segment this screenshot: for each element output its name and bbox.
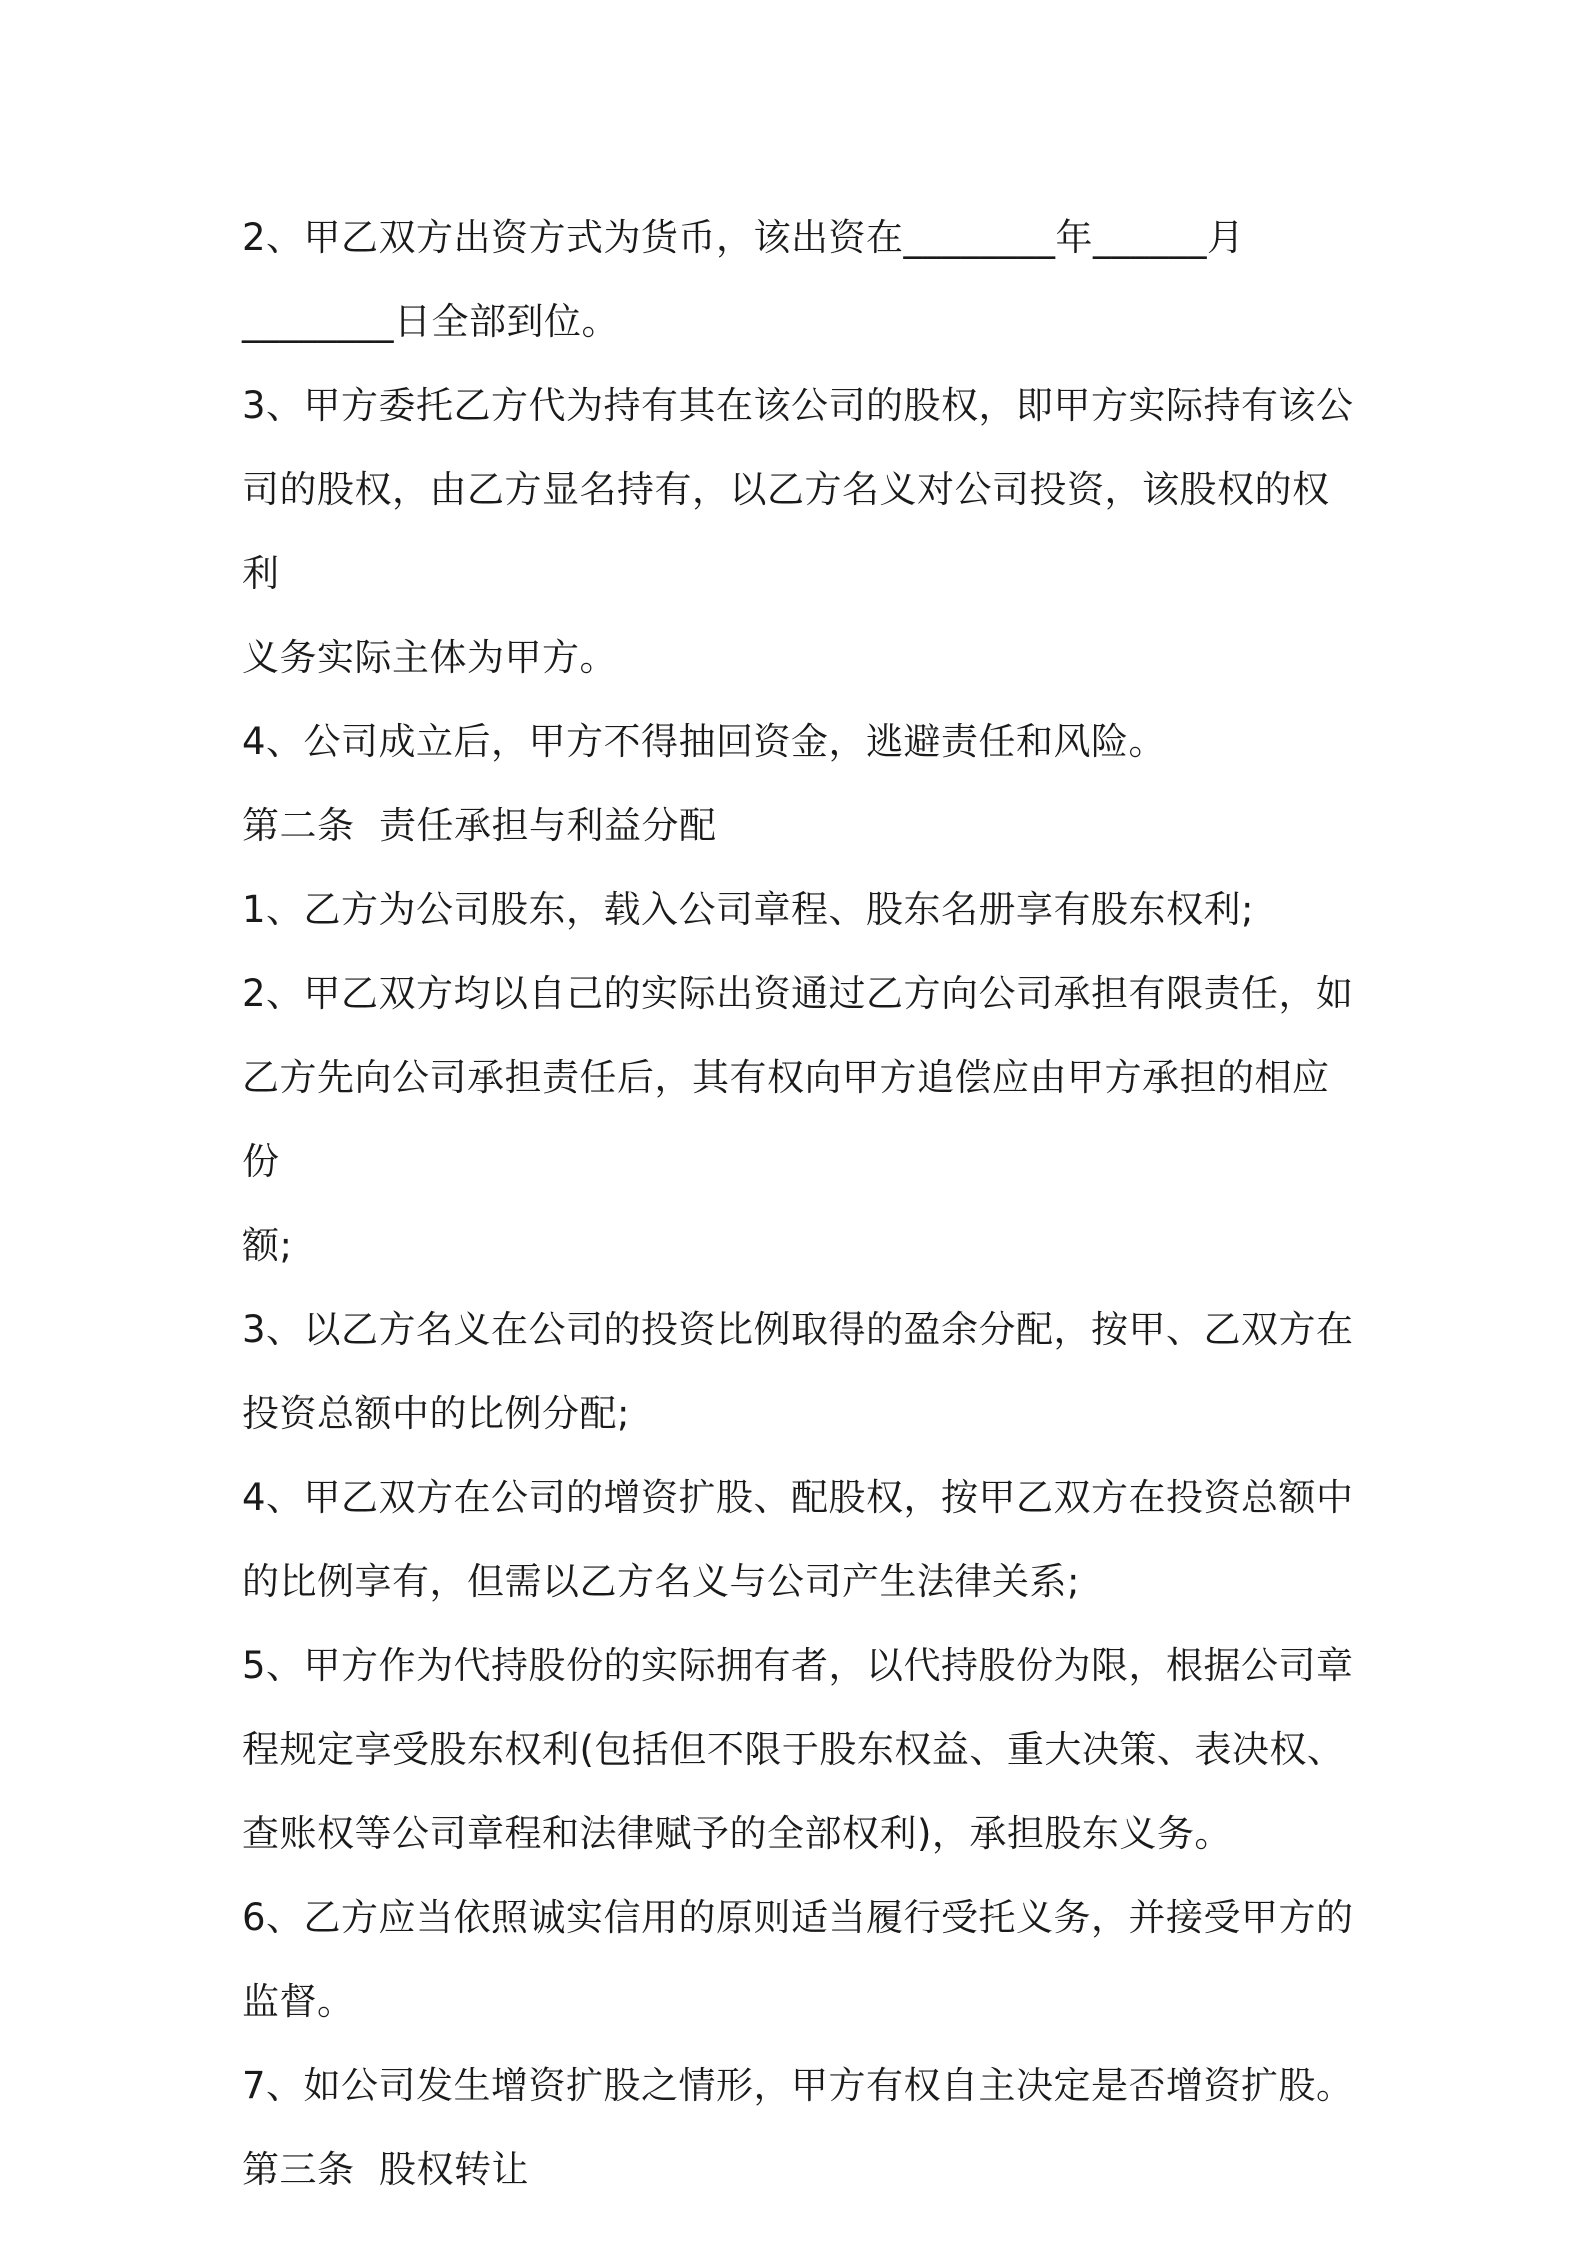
text-line-17: 程规定享受股东权利(包括但不限于股东权益、重大决策、表决权、 bbox=[242, 1728, 1345, 1771]
text-line-8: 1、乙方为公司股东，载入公司章程、股东名册享有股东权利; bbox=[242, 888, 1255, 931]
text-line-2: ________日全部到位。 bbox=[242, 300, 619, 343]
text-line-13: 投资总额中的比例分配; bbox=[242, 1392, 630, 1435]
text-line-19: 6、乙方应当依照诚实信用的原则适当履行受托义务，并接受甲方的 bbox=[242, 1896, 1354, 1939]
text-line-10: 乙方先向公司承担责任后，其有权向甲方追偿应由甲方承担的相应份 bbox=[242, 1056, 1330, 1183]
text-line-21: 7、如公司发生增资扩股之情形，甲方有权自主决定是否增资扩股。 bbox=[242, 2064, 1354, 2107]
text-line-11: 额; bbox=[242, 1224, 293, 1267]
text-line-4: 司的股权，由乙方显名持有，以乙方名义对公司投资，该股权的权利 bbox=[242, 468, 1330, 595]
document-body bbox=[242, 196, 1362, 2212]
text-line-15: 的比例享有，但需以乙方名义与公司产生法律关系; bbox=[242, 1560, 1080, 1603]
text-line-5: 义务实际主体为甲方。 bbox=[242, 636, 617, 679]
text-line-14: 4、甲乙双方在公司的增资扩股、配股权，按甲乙双方在投资总额中 bbox=[242, 1476, 1354, 1519]
text-line-6: 4、公司成立后，甲方不得抽回资金，逃避责任和风险。 bbox=[242, 720, 1167, 763]
text-line-16: 5、甲方作为代持股份的实际拥有者，以代持股份为限，根据公司章 bbox=[242, 1644, 1354, 1687]
text-line-1: 2、甲乙双方出资方式为货币，该出资在________年______月 bbox=[242, 216, 1245, 259]
section-heading-2: 第二条 责任承担与利益分配 bbox=[242, 804, 717, 847]
text-line-9: 2、甲乙双方均以自己的实际出资通过乙方向公司承担有限责任，如 bbox=[242, 972, 1354, 1015]
section-heading-3: 第三条 股权转让 bbox=[242, 2148, 530, 2191]
text-line-18: 查账权等公司章程和法律赋予的全部权利)，承担股东义务。 bbox=[242, 1812, 1232, 1855]
text-line-12: 3、以乙方名义在公司的投资比例取得的盈余分配，按甲、乙双方在 bbox=[242, 1308, 1354, 1351]
text-line-20: 监督。 bbox=[242, 1980, 355, 2023]
text-line-3: 3、甲方委托乙方代为持有其在该公司的股权，即甲方实际持有该公 bbox=[242, 384, 1354, 427]
